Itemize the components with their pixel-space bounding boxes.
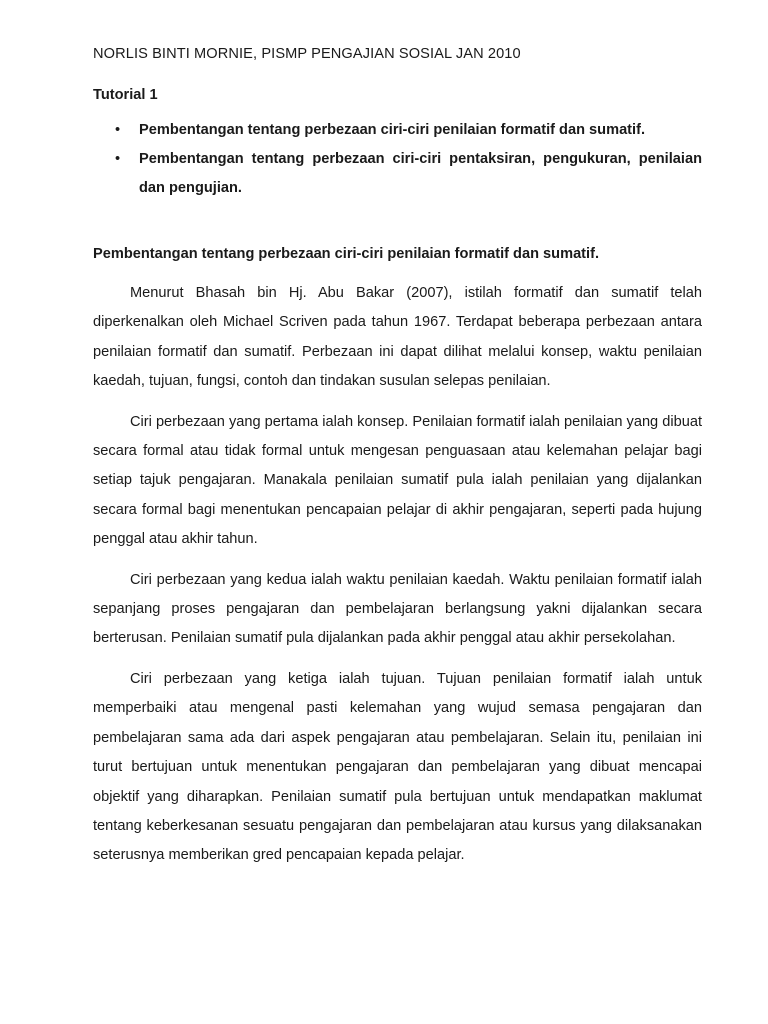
bullet-text: Pembentangan tentang perbezaan ciri-ciri pentaksiran, pengukuran, penilaian dan pengujian. xyxy=(139,151,702,196)
bullet-icon: • xyxy=(115,151,121,167)
bullet-text: Pembentangan tentang perbezaan ciri-ciri penilaian formatif dan sumatif. xyxy=(139,122,646,138)
paragraph: Menurut Bhasah bin Hj. Abu Bakar (2007), istilah formatif dan sumatif telah diperkenalkan oleh Michael Scriven pada tahun 1967. Terdapat beberapa perbezaan antara penilaian formatif dan sumatif. Perbezaan ini dapat dilihat melalui konsep, waktu penilaian kaedah, tujuan, fungsi, contoh dan tindakan susulan selepas penilaian. xyxy=(93,285,702,390)
tutorial-bullet-list xyxy=(93,116,702,203)
author-header: NORLIS BINTI MORNIE, PISMP PENGAJIAN SOSIAL JAN 2010 xyxy=(93,46,521,62)
bullet-item xyxy=(93,116,702,145)
paragraph: Ciri perbezaan yang ketiga ialah tujuan. Tujuan penilaian formatif ialah untuk memperbaiki atau mengenal pasti kelemahan yang wujud semasa pengajaran dan pembelajaran sama ada dari aspek pengajaran atau pembelajaran. Selain itu, penilaian ini turut bertujuan untuk menentukan pengajaran dan pembelajaran yang dibuat mencapai objektif yang diharapkan. Penilaian sumatif pula bertujuan untuk mendapatkan maklumat tentang keberkesanan sesuatu pengajaran dan pembelajaran atau kursus yang dilaksanakan seterusnya memberikan gred pencapaian kepada pelajar. xyxy=(93,670,702,864)
bullet-icon: • xyxy=(115,122,121,138)
section-heading: Pembentangan tentang perbezaan ciri-ciri penilaian formatif dan sumatif. xyxy=(93,246,600,262)
tutorial-title: Tutorial 1 xyxy=(93,87,158,103)
paragraph: Ciri perbezaan yang kedua ialah waktu penilaian kaedah. Waktu penilaian formatif ialah sepanjang proses pengajaran dan pembelajaran berlangsung yakni dijalankan secara berterusan. Penilaian sumatif pula dijalankan pada akhir penggal atau akhir persekolahan. xyxy=(93,571,702,647)
paragraph: Ciri perbezaan yang pertama ialah konsep. Penilaian formatif ialah penilaian yang dibuat secara formal atau tidak formal untuk mengesan penguasaan atau kelemahan pelajar bagi setiap tajuk pengajaran. Manakala penilaian sumatif pula ialah penilaian yang dijalankan secara formal bagi menentukan pencapaian pelajar di akhir pengajaran, seperti pada hujung penggal atau akhir tahun. xyxy=(93,413,702,548)
bullet-item xyxy=(93,145,702,203)
